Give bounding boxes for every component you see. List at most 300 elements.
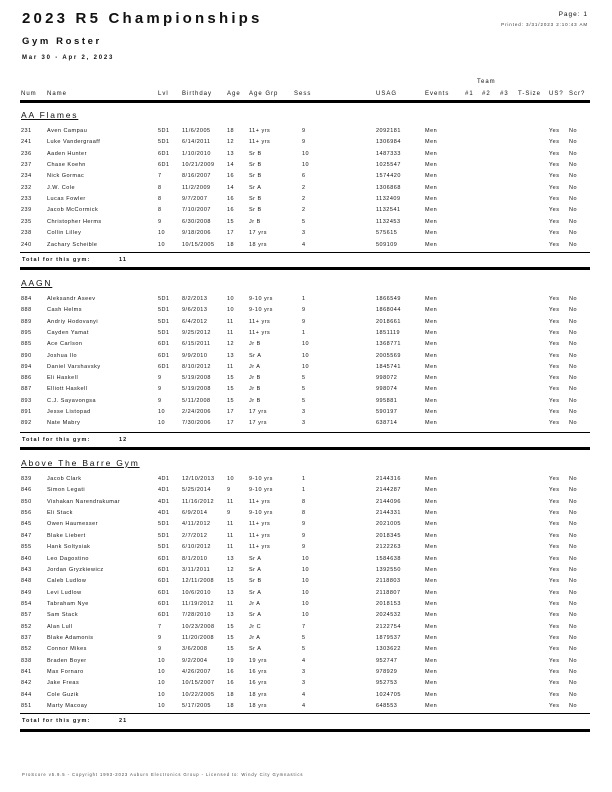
- page-number: Page: 1: [558, 11, 588, 18]
- table-row: [0, 375, 612, 385]
- athlete-level: 6D1: [158, 600, 170, 607]
- athlete-birthday: 6/10/2012: [182, 544, 211, 551]
- athlete-age: 11: [227, 318, 234, 325]
- table-row: [0, 567, 612, 577]
- athlete-birthday: 10/21/2009: [182, 162, 215, 169]
- athlete-session: 10: [302, 555, 310, 562]
- athlete-name: Jake Freas: [47, 680, 80, 687]
- athlete-age: 15: [227, 386, 235, 393]
- table-row: [0, 658, 612, 668]
- athlete-name: Nick Gormac: [47, 173, 85, 180]
- athlete-events: Men: [425, 207, 438, 214]
- athlete-name: Chase Koehn: [47, 162, 86, 169]
- athlete-birthday: 8/1/2010: [182, 555, 208, 562]
- athlete-scratch: No: [569, 487, 578, 494]
- athlete-events: Men: [425, 578, 438, 585]
- athlete-level: 8: [158, 207, 162, 214]
- athlete-age: 18: [227, 241, 235, 248]
- athlete-session: 3: [302, 669, 306, 675]
- athlete-name: Lucas Fowler: [47, 196, 86, 203]
- athlete-age-group: Sr A: [249, 555, 262, 562]
- athlete-age-group: Sr A: [249, 612, 262, 619]
- athlete-events: Men: [425, 173, 438, 180]
- athlete-age: 9: [227, 487, 231, 494]
- section-divider: [20, 252, 590, 253]
- athlete-age: 11: [227, 521, 234, 528]
- athlete-us: Yes: [549, 634, 560, 641]
- col-header-usag: USAG: [376, 91, 398, 97]
- table-row: [0, 196, 612, 206]
- athlete-usag: 1392550: [376, 566, 401, 573]
- gym-name-text: AA Flames: [21, 110, 79, 120]
- athlete-age: 11: [227, 329, 234, 336]
- athlete-usag: 1024705: [376, 691, 401, 698]
- athlete-number: 891: [21, 409, 32, 415]
- athlete-session: 8: [302, 498, 306, 505]
- athlete-events: Men: [425, 532, 438, 539]
- athlete-events: Men: [425, 476, 438, 482]
- athlete-birthday: 10/6/2010: [182, 589, 211, 596]
- athlete-session: 10: [302, 612, 310, 619]
- athlete-age-group: 11+ yrs: [249, 318, 271, 325]
- athlete-events: Men: [425, 241, 438, 248]
- athlete-scratch: No: [569, 589, 578, 596]
- athlete-scratch: No: [569, 600, 578, 607]
- athlete-number: 237: [21, 162, 32, 169]
- athlete-level: 5D1: [158, 307, 170, 314]
- athlete-number: 895: [21, 329, 32, 336]
- col-header-birthday: Birthday: [182, 91, 213, 97]
- athlete-age: 17: [227, 409, 235, 415]
- table-row: [0, 578, 612, 588]
- table-row: [0, 487, 612, 497]
- athlete-us: Yes: [549, 476, 560, 482]
- athlete-events: Men: [425, 162, 438, 169]
- athlete-events: Men: [425, 555, 438, 562]
- athlete-events: Men: [425, 352, 438, 359]
- athlete-age-group: 11+ yrs: [249, 139, 271, 146]
- athlete-session: 9: [302, 307, 306, 314]
- table-row: [0, 219, 612, 229]
- athlete-level: 9: [158, 218, 162, 225]
- athlete-us: Yes: [549, 680, 560, 687]
- athlete-events: Men: [425, 487, 438, 494]
- table-row: [0, 185, 612, 195]
- table-row: [0, 703, 612, 713]
- athlete-age-group: 11+ yrs: [249, 329, 271, 336]
- athlete-events: Men: [425, 623, 438, 630]
- athlete-age: 16: [227, 680, 235, 687]
- table-row: [0, 544, 612, 554]
- athlete-usag: 638714: [376, 420, 398, 427]
- athlete-usag: 509109: [376, 241, 398, 248]
- header-divider: [20, 100, 590, 103]
- athlete-birthday: 9/9/2010: [182, 352, 208, 359]
- athlete-level: 6D1: [158, 589, 170, 596]
- printed-timestamp: Printed: 3/31/2023 2:10:43 AM: [501, 22, 588, 27]
- athlete-scratch: No: [569, 173, 578, 180]
- athlete-us: Yes: [549, 375, 560, 382]
- athlete-scratch: No: [569, 409, 578, 415]
- athlete-age-group: 11+ yrs: [249, 544, 271, 551]
- athlete-name: Andriy Hodovanyi: [47, 318, 99, 325]
- athlete-level: 4D1: [158, 487, 170, 494]
- athlete-age-group: Sr B: [249, 196, 262, 203]
- athlete-events: Men: [425, 420, 438, 427]
- athlete-age-group: 18 yrs: [249, 241, 267, 248]
- athlete-usag: 2018345: [376, 532, 401, 539]
- athlete-level: 6D1: [158, 566, 170, 573]
- athlete-scratch: No: [569, 691, 578, 698]
- athlete-age: 16: [227, 173, 235, 180]
- athlete-us: Yes: [549, 173, 560, 180]
- athlete-birthday: 5/19/2008: [182, 375, 211, 382]
- athlete-age: 18: [227, 691, 235, 698]
- athlete-us: Yes: [549, 510, 560, 517]
- athlete-events: Men: [425, 680, 438, 687]
- athlete-number: 231: [21, 128, 32, 134]
- athlete-session: 2: [302, 207, 306, 214]
- athlete-number: 838: [21, 657, 32, 664]
- athlete-birthday: 9/7/2007: [182, 196, 208, 203]
- athlete-age-group: Jr B: [249, 218, 261, 225]
- athlete-us: Yes: [549, 566, 560, 573]
- athlete-number: 239: [21, 207, 32, 214]
- athlete-birthday: 7/10/2007: [182, 207, 211, 214]
- athlete-scratch: No: [569, 623, 578, 630]
- athlete-usag: 2144316: [376, 476, 401, 482]
- athlete-age: 13: [227, 555, 235, 562]
- athlete-name: Aaden Hunter: [47, 150, 87, 157]
- athlete-age: 11: [227, 498, 234, 505]
- athlete-number: 888: [21, 307, 32, 314]
- athlete-name: Braden Boyer: [47, 657, 87, 664]
- athlete-number: 885: [21, 341, 32, 348]
- athlete-us: Yes: [549, 230, 560, 237]
- athlete-age-group: Sr B: [249, 207, 262, 214]
- athlete-age-group: 9-10 yrs: [249, 487, 273, 494]
- athlete-scratch: No: [569, 703, 578, 709]
- athlete-usag: 1868044: [376, 307, 401, 314]
- athlete-scratch: No: [569, 150, 578, 157]
- athlete-usag: 1851119: [376, 329, 401, 336]
- athlete-age-group: Jr A: [249, 634, 261, 641]
- athlete-age: 13: [227, 150, 235, 157]
- athlete-events: Men: [425, 634, 438, 641]
- athlete-number: 886: [21, 375, 32, 382]
- table-row: [0, 521, 612, 531]
- athlete-name: Owen Haumesser: [47, 521, 99, 528]
- athlete-age-group: 18 yrs: [249, 703, 267, 709]
- table-row: [0, 173, 612, 183]
- athlete-scratch: No: [569, 352, 578, 359]
- athlete-level: 10: [158, 703, 166, 709]
- athlete-session: 5: [302, 218, 306, 225]
- athlete-level: 9: [158, 634, 162, 641]
- athlete-number: 892: [21, 420, 32, 427]
- table-row: [0, 635, 612, 645]
- athlete-name: Daniel Varshavsky: [47, 363, 101, 370]
- athlete-birthday: 12/10/2013: [182, 476, 215, 482]
- athlete-scratch: No: [569, 646, 578, 653]
- athlete-level: 10: [158, 241, 166, 248]
- athlete-level: 6D1: [158, 341, 170, 348]
- athlete-age-group: Sr B: [249, 162, 262, 169]
- athlete-us: Yes: [549, 703, 560, 709]
- athlete-birthday: 10/15/2005: [182, 241, 215, 248]
- athlete-age: 17: [227, 230, 235, 237]
- team-column-group-header: Team: [477, 79, 496, 85]
- athlete-number: 887: [21, 386, 32, 393]
- athlete-age: 12: [227, 341, 235, 348]
- athlete-age-group: 11+ yrs: [249, 498, 271, 505]
- date-range: Mar 30 - Apr 2, 2023: [22, 55, 115, 61]
- athlete-birthday: 2/24/2006: [182, 409, 211, 415]
- athlete-birthday: 7/28/2010: [182, 612, 211, 619]
- athlete-number: 839: [21, 476, 32, 482]
- athlete-number: 840: [21, 555, 32, 562]
- table-row: [0, 207, 612, 217]
- athlete-events: Men: [425, 703, 438, 709]
- athlete-us: Yes: [549, 409, 560, 415]
- athlete-session: 5: [302, 646, 306, 653]
- athlete-us: Yes: [549, 589, 560, 596]
- athlete-number: 889: [21, 318, 32, 325]
- athlete-us: Yes: [549, 612, 560, 619]
- athlete-level: 4D1: [158, 498, 170, 505]
- athlete-level: 6D1: [158, 150, 170, 157]
- athlete-age: 13: [227, 612, 235, 619]
- athlete-age: 14: [227, 184, 235, 191]
- athlete-session: 9: [302, 318, 306, 325]
- col-header-lvl: Lvl: [158, 91, 169, 97]
- gym-name: [21, 110, 78, 120]
- athlete-age: 15: [227, 578, 235, 585]
- athlete-events: Men: [425, 589, 438, 596]
- athlete-age: 15: [227, 623, 235, 630]
- athlete-age-group: Sr B: [249, 150, 262, 157]
- table-row: [0, 601, 612, 611]
- athlete-session: 6: [302, 173, 306, 180]
- report-subtitle: Gym Roster: [22, 36, 102, 47]
- athlete-number: 890: [21, 352, 32, 359]
- athlete-events: Men: [425, 409, 438, 415]
- athlete-age-group: 9-10 yrs: [249, 296, 273, 302]
- athlete-birthday: 4/11/2012: [182, 521, 211, 528]
- athlete-age: 16: [227, 669, 235, 675]
- athlete-name: Alan Lull: [47, 623, 73, 630]
- athlete-birthday: 9/6/2013: [182, 307, 208, 314]
- athlete-scratch: No: [569, 230, 578, 237]
- col-header-name: Name: [47, 91, 68, 97]
- athlete-number: 843: [21, 566, 32, 573]
- athlete-name: Aven Campau: [47, 128, 88, 134]
- athlete-session: 1: [302, 487, 306, 494]
- athlete-session: 3: [302, 420, 306, 427]
- athlete-number: 855: [21, 544, 32, 551]
- athlete-session: 4: [302, 691, 306, 698]
- athlete-birthday: 4/26/2007: [182, 669, 211, 675]
- athlete-session: 10: [302, 566, 310, 573]
- athlete-level: 8: [158, 196, 162, 203]
- athlete-session: 10: [302, 600, 310, 607]
- athlete-usag: 998074: [376, 386, 398, 393]
- athlete-events: Men: [425, 669, 438, 675]
- athlete-us: Yes: [549, 544, 560, 551]
- athlete-us: Yes: [549, 600, 560, 607]
- athlete-birthday: 10/23/2008: [182, 623, 215, 630]
- athlete-usag: 2024532: [376, 612, 401, 619]
- col-header-team-1: #1: [465, 91, 474, 97]
- athlete-age: 15: [227, 397, 235, 404]
- table-row: [0, 296, 612, 306]
- table-row: [0, 151, 612, 161]
- athlete-number: 849: [21, 589, 32, 596]
- table-row: [0, 420, 612, 430]
- athlete-usag: 2118803: [376, 578, 401, 585]
- athlete-age-group: Sr A: [249, 566, 262, 573]
- athlete-usag: 998072: [376, 375, 398, 382]
- athlete-us: Yes: [549, 420, 560, 427]
- athlete-session: 10: [302, 589, 310, 596]
- athlete-age: 15: [227, 218, 235, 225]
- athlete-level: 10: [158, 691, 166, 698]
- athlete-age-group: Sr B: [249, 578, 262, 585]
- athlete-birthday: 9/18/2006: [182, 230, 211, 237]
- athlete-events: Men: [425, 397, 438, 404]
- athlete-age-group: 9-10 yrs: [249, 476, 273, 482]
- athlete-us: Yes: [549, 555, 560, 562]
- athlete-scratch: No: [569, 612, 578, 619]
- col-header-age-group: Age Grp: [249, 91, 279, 97]
- athlete-number: 233: [21, 196, 32, 203]
- table-row: [0, 476, 612, 486]
- athlete-us: Yes: [549, 150, 560, 157]
- athlete-events: Men: [425, 544, 438, 551]
- athlete-session: 9: [302, 139, 306, 146]
- athlete-us: Yes: [549, 386, 560, 393]
- athlete-us: Yes: [549, 218, 560, 225]
- athlete-birthday: 6/4/2012: [182, 318, 208, 325]
- athlete-number: 240: [21, 241, 32, 248]
- athlete-level: 4D1: [158, 476, 170, 482]
- athlete-number: 884: [21, 296, 32, 302]
- athlete-scratch: No: [569, 363, 578, 370]
- athlete-scratch: No: [569, 498, 578, 505]
- athlete-session: 4: [302, 657, 306, 664]
- athlete-birthday: 8/16/2007: [182, 173, 211, 180]
- athlete-events: Men: [425, 139, 438, 146]
- athlete-number: 847: [21, 532, 32, 539]
- athlete-session: 10: [302, 162, 310, 169]
- athlete-usag: 952753: [376, 680, 398, 687]
- athlete-level: 7: [158, 173, 162, 180]
- athlete-scratch: No: [569, 680, 578, 687]
- athlete-events: Men: [425, 375, 438, 382]
- athlete-us: Yes: [549, 691, 560, 698]
- section-end-divider: [20, 447, 590, 450]
- athlete-birthday: 11/16/2012: [182, 498, 215, 505]
- athlete-age: 10: [227, 307, 235, 314]
- athlete-age: 18: [227, 128, 235, 134]
- athlete-level: 5D1: [158, 139, 170, 146]
- athlete-age-group: 9-10 yrs: [249, 307, 273, 314]
- athlete-name: Caleb Ludlow: [47, 578, 87, 585]
- athlete-level: 10: [158, 230, 166, 237]
- athlete-us: Yes: [549, 578, 560, 585]
- athlete-usag: 2092181: [376, 128, 401, 134]
- table-row: [0, 646, 612, 656]
- athlete-number: 844: [21, 691, 32, 698]
- athlete-name: Elliott Haskell: [47, 386, 88, 393]
- athlete-events: Men: [425, 498, 438, 505]
- section-divider: [20, 713, 590, 714]
- table-row: [0, 590, 612, 600]
- table-row: [0, 353, 612, 363]
- athlete-name: Sam Stack: [47, 612, 79, 619]
- athlete-level: 10: [158, 657, 166, 664]
- athlete-level: 9: [158, 646, 162, 653]
- athlete-usag: 1866549: [376, 296, 401, 302]
- athlete-name: Jesse Listopad: [47, 409, 91, 415]
- athlete-session: 1: [302, 296, 306, 302]
- athlete-number: 241: [21, 139, 32, 146]
- athlete-session: 5: [302, 634, 306, 641]
- athlete-session: 8: [302, 510, 306, 517]
- athlete-age: 11: [227, 600, 234, 607]
- athlete-age-group: 16 yrs: [249, 680, 267, 687]
- athlete-events: Men: [425, 646, 438, 653]
- table-row: [0, 398, 612, 408]
- athlete-us: Yes: [549, 532, 560, 539]
- athlete-name: Cayden Yamat: [47, 329, 89, 336]
- athlete-age-group: 11+ yrs: [249, 532, 271, 539]
- athlete-session: 3: [302, 230, 306, 237]
- athlete-number: 848: [21, 578, 32, 585]
- athlete-us: Yes: [549, 352, 560, 359]
- athlete-age: 13: [227, 352, 235, 359]
- athlete-age: 18: [227, 703, 235, 709]
- athlete-age: 13: [227, 589, 235, 596]
- athlete-session: 5: [302, 397, 306, 404]
- athlete-us: Yes: [549, 241, 560, 248]
- athlete-level: 5D1: [158, 128, 170, 134]
- athlete-us: Yes: [549, 657, 560, 664]
- footer-copyright: ProScore v5.9.5 - Copyright 1993-2023 Auburn Electronics Group - Licensed to: Windy City Gymnastics: [22, 772, 304, 777]
- athlete-birthday: 11/2/2009: [182, 184, 211, 191]
- athlete-level: 7: [158, 623, 162, 630]
- athlete-scratch: No: [569, 162, 578, 169]
- athlete-age: 9: [227, 510, 231, 517]
- athlete-number: 894: [21, 363, 32, 370]
- athlete-age-group: 17 yrs: [249, 420, 267, 427]
- athlete-scratch: No: [569, 128, 578, 134]
- athlete-level: 6D1: [158, 162, 170, 169]
- athlete-events: Men: [425, 510, 438, 517]
- athlete-session: 10: [302, 578, 310, 585]
- athlete-level: 6D1: [158, 578, 170, 585]
- athlete-number: 841: [21, 669, 32, 675]
- athlete-us: Yes: [549, 207, 560, 214]
- athlete-level: 5D1: [158, 296, 170, 302]
- athlete-birthday: 9/25/2012: [182, 329, 211, 336]
- athlete-age: 15: [227, 375, 235, 382]
- col-header-age: Age: [227, 91, 241, 97]
- athlete-events: Men: [425, 566, 438, 573]
- athlete-name: Jacob McCormick: [47, 207, 99, 214]
- gym-name-text: Above The Barre Gym: [21, 458, 140, 468]
- athlete-age: 19: [227, 657, 235, 664]
